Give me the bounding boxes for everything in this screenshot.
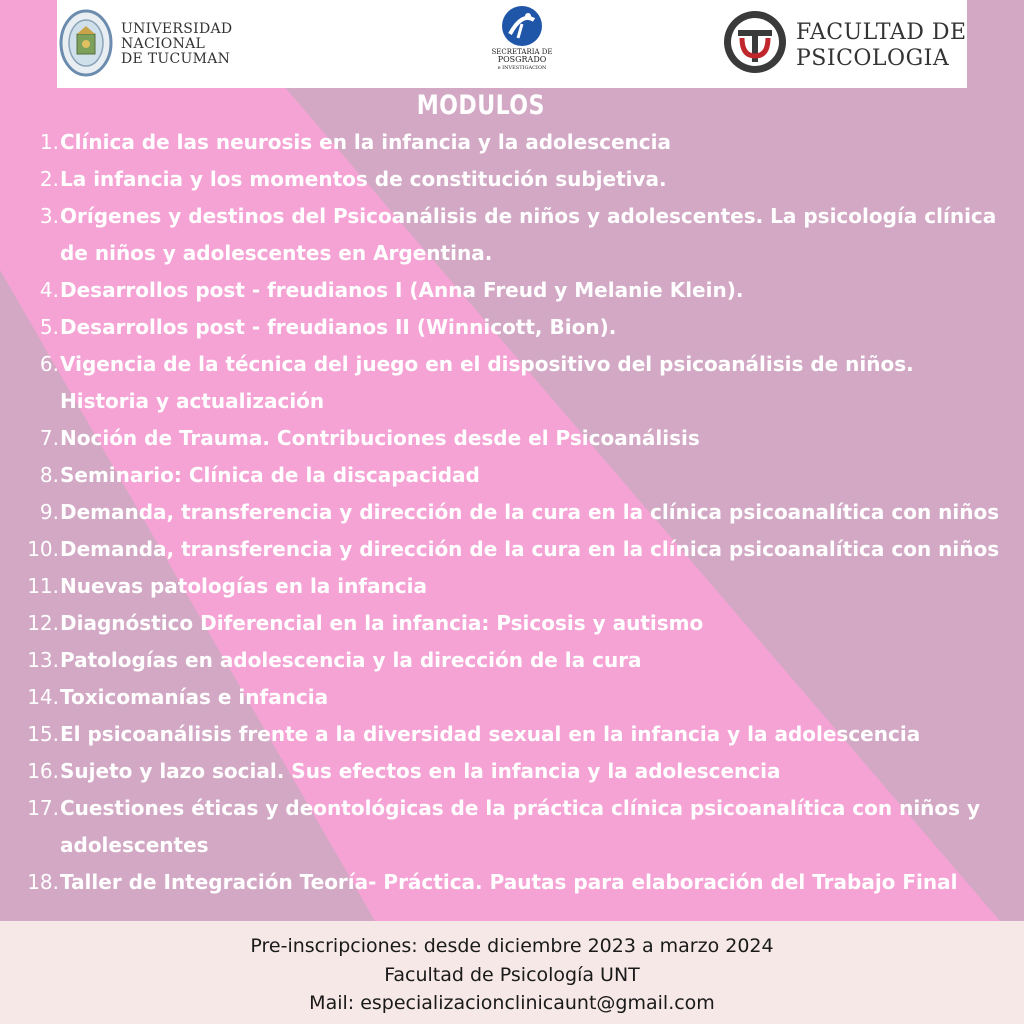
list-item <box>0 864 1024 901</box>
list-item <box>0 346 1024 420</box>
facultad-logo <box>722 8 967 80</box>
list-item-text: Toxicomanías e infancia <box>60 685 329 709</box>
list-item <box>0 642 1024 679</box>
preregistration-dates: Pre-inscripciones: desde diciembre 2023 a marzo 2024 <box>250 935 774 957</box>
list-item-number: 3. <box>39 204 59 228</box>
list-item-text: Desarrollos post - freudianos I (Anna Freud y Melanie Klein). <box>60 278 744 302</box>
secretaria-name: SECRETARIA DE POSGRADO e INVESTIGACION <box>491 48 553 71</box>
list-item-text: de niños y adolescentes en Argentina. <box>60 241 493 265</box>
list-item-text: Patologías en adolescencia y la dirección de la cura <box>60 648 642 672</box>
list-item <box>0 531 1024 568</box>
list-item-number: 1. <box>39 130 59 154</box>
list-item-number: 5. <box>39 315 59 339</box>
list-item <box>0 420 1024 457</box>
secretaria-emblem-icon <box>500 4 544 48</box>
contact-email: Mail: especializacionclinicaunt@gmail.com <box>309 992 715 1014</box>
faculty-name: Facultad de Psicología UNT <box>384 964 640 986</box>
psychology-emblem-icon <box>722 8 788 76</box>
list-item-text: adolescentes <box>60 833 209 857</box>
list-item <box>0 605 1024 642</box>
list-item <box>0 753 1024 790</box>
list-item-number: 12. <box>27 611 59 635</box>
list-item-text: Noción de Trauma. Contribuciones desde el Psicoanálisis <box>60 426 700 450</box>
list-item-text: Sujeto y lazo social. Sus efectos en la infancia y la adolescencia <box>60 759 781 783</box>
list-item-text: El psicoanálisis frente a la diversidad sexual en la infancia y la adolescencia <box>60 722 921 746</box>
list-item-text: Seminario: Clínica de la discapacidad <box>60 463 480 487</box>
list-item-text: Desarrollos post - freudianos II (Winnicott, Bion). <box>60 315 617 339</box>
list-item-number: 8. <box>39 463 59 487</box>
list-item-number: 9. <box>39 500 59 524</box>
list-item <box>0 790 1024 864</box>
list-item-number: 10. <box>27 537 59 561</box>
list-item-text: Diagnóstico Diferencial en la infancia: Psicosis y autismo <box>60 611 704 635</box>
list-item-number: 17. <box>27 796 59 820</box>
list-item-number: 15. <box>27 722 59 746</box>
university-seal-icon <box>59 8 113 78</box>
list-item <box>0 679 1024 716</box>
list-item-text: Clínica de las neurosis en la infancia y la adolescencia <box>60 130 671 154</box>
list-item-text: Historia y actualización <box>60 389 325 413</box>
list-item-text: Orígenes y destinos del Psicoanálisis de niños y adolescentes. La psicología clínica <box>60 204 997 228</box>
list-item <box>0 568 1024 605</box>
list-item-number: 7. <box>39 426 59 450</box>
list-item-text: Nuevas patologías en la infancia <box>60 574 428 598</box>
facultad-name: FACULTAD DE PSICOLOGIA <box>796 20 967 71</box>
unt-logo <box>57 6 257 82</box>
footer-info <box>0 921 1024 1024</box>
list-item-number: 14. <box>27 685 59 709</box>
list-item <box>0 198 1024 272</box>
list-item <box>0 716 1024 753</box>
list-item-text: Taller de Integración Teoría- Práctica. Pautas para elaboración del Trabajo Final <box>60 870 958 894</box>
list-item-text: Vigencia de la técnica del juego en el dispositivo del psicoanálisis de niños. <box>60 352 914 376</box>
list-item-text: Cuestiones éticas y deontológicas de la práctica clínica psicoanalítica con niños y <box>60 796 981 820</box>
list-item <box>0 457 1024 494</box>
list-item <box>0 161 1024 198</box>
list-item <box>0 124 1024 161</box>
list-item-number: 18. <box>27 870 59 894</box>
list-item-number: 13. <box>27 648 59 672</box>
list-item-number: 6. <box>39 352 59 376</box>
list-item-text: Demanda, transferencia y dirección de la cura en la clínica psicoanalítica con niños <box>60 500 1000 524</box>
list-item <box>0 494 1024 531</box>
unt-name: UNIVERSIDAD NACIONAL DE TUCUMAN <box>121 21 233 67</box>
page-title: MODULOS <box>416 90 545 121</box>
list-item <box>0 272 1024 309</box>
secretaria-logo <box>477 4 567 86</box>
list-item-number: 2. <box>39 167 59 191</box>
list-item-number: 11. <box>27 574 59 598</box>
logo-header <box>57 0 967 88</box>
list-item-text: Demanda, transferencia y dirección de la cura en la clínica psicoanalítica con niños <box>60 537 1000 561</box>
list-item-number: 16. <box>27 759 59 783</box>
list-item <box>0 309 1024 346</box>
list-item-text: La infancia y los momentos de constitución subjetiva. <box>60 167 667 191</box>
list-item-number: 4. <box>39 278 59 302</box>
